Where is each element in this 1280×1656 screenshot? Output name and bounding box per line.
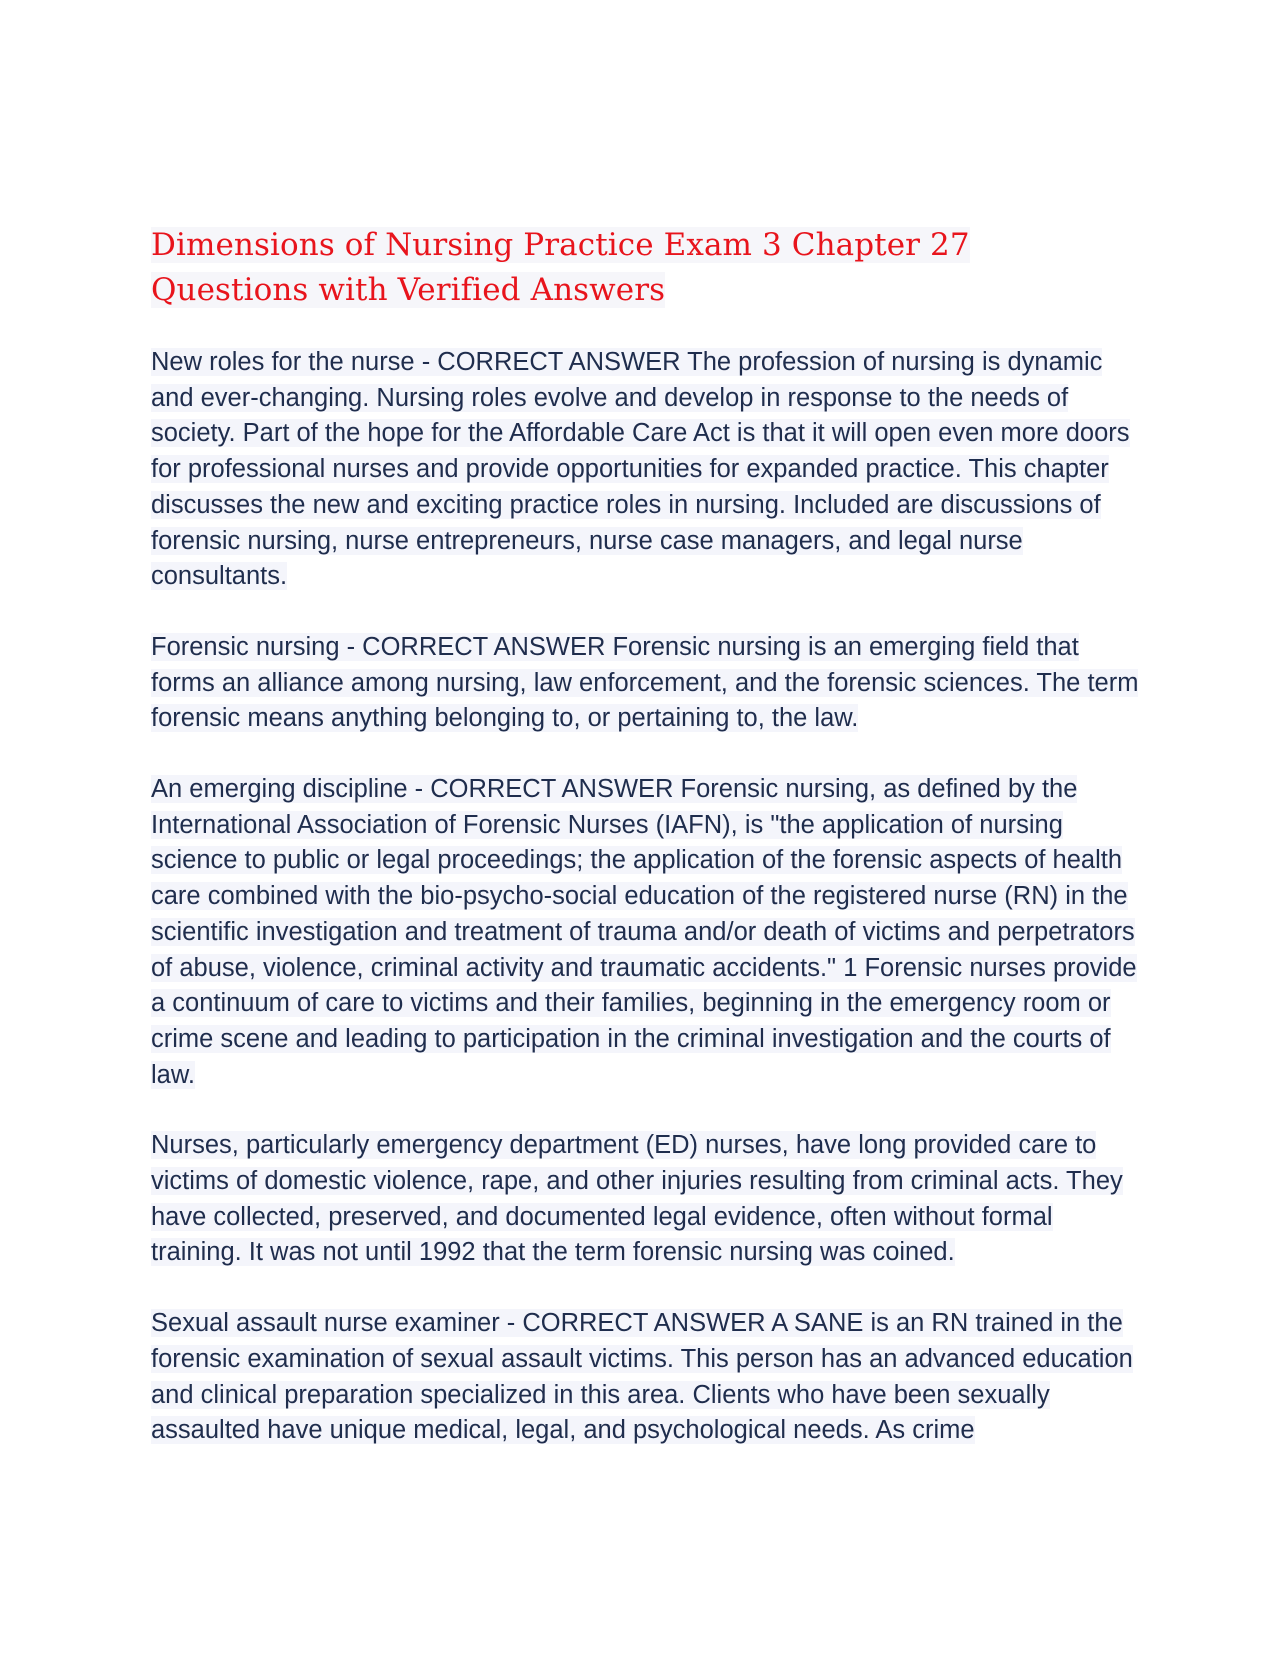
paragraph-text: Forensic nursing - CORRECT ANSWER Forensic nursing is an emerging field that forms an alliance among nursing, law enforcement, and the forensic sciences. The term forensic means anything belonging to, or pertaining to, the law. <box>151 632 1139 733</box>
paragraph-text: An emerging discipline - CORRECT ANSWER Forensic nursing, as defined by the International Association of Forensic Nurses (IAFN), is "the application of nursing science to public or legal proceedings; the application of the forensic aspects of health care combined with the bio-psycho-social education of the registered nurse (RN) in the scientific investigation and treatment of trauma and/or death of victims and perpetrators of abuse, violence, criminal activity and traumatic accidents." 1 Forensic nurses provide a continuum of care to victims and their families, beginning in the emergency room or crime scene and leading to participation in the criminal investigation and the courts of law. <box>151 775 1137 1089</box>
paragraph-forensic-nursing <box>151 630 1141 737</box>
paragraph-sane <box>151 1306 1141 1449</box>
paragraph-new-roles <box>151 345 1141 595</box>
document-content <box>151 223 1141 1484</box>
title-line-2: Questions with Verified Answers <box>151 272 666 308</box>
paragraph-emerging-discipline <box>151 772 1141 1093</box>
title-line-1: Dimensions of Nursing Practice Exam 3 Chapter 27 <box>151 227 970 263</box>
paragraph-text: New roles for the nurse - CORRECT ANSWER The profession of nursing is dynamic and ever-changing. Nursing roles evolve and develop in response to the needs of society. Part of the hope for the Affordable Care Act is that it will open even more doors for professional nurses and provide opportunities for expanded practice. This chapter discusses the new and exciting practice roles in nursing. Included are discussions of forensic nursing, nurse entrepreneurs, nurse case managers, and legal nurse consultants. <box>151 348 1130 591</box>
document-title <box>151 223 1141 313</box>
paragraph-text: Nurses, particularly emergency department (ED) nurses, have long provided care to victims of domestic violence, rape, and other injuries resulting from criminal acts. They have collected, preserved, and documented legal evidence, often without formal training. It was not until 1992 that the term forensic nursing was coined. <box>151 1131 1123 1267</box>
paragraph-text: Sexual assault nurse examiner - CORRECT ANSWER A SANE is an RN trained in the forensic examination of sexual assault victims. This person has an advanced education and clinical preparation specialized in this area. Clients who have been sexually assaulted have unique medical, legal, and psychological needs. As crime <box>151 1309 1133 1445</box>
paragraph-ed-nurses <box>151 1128 1141 1271</box>
